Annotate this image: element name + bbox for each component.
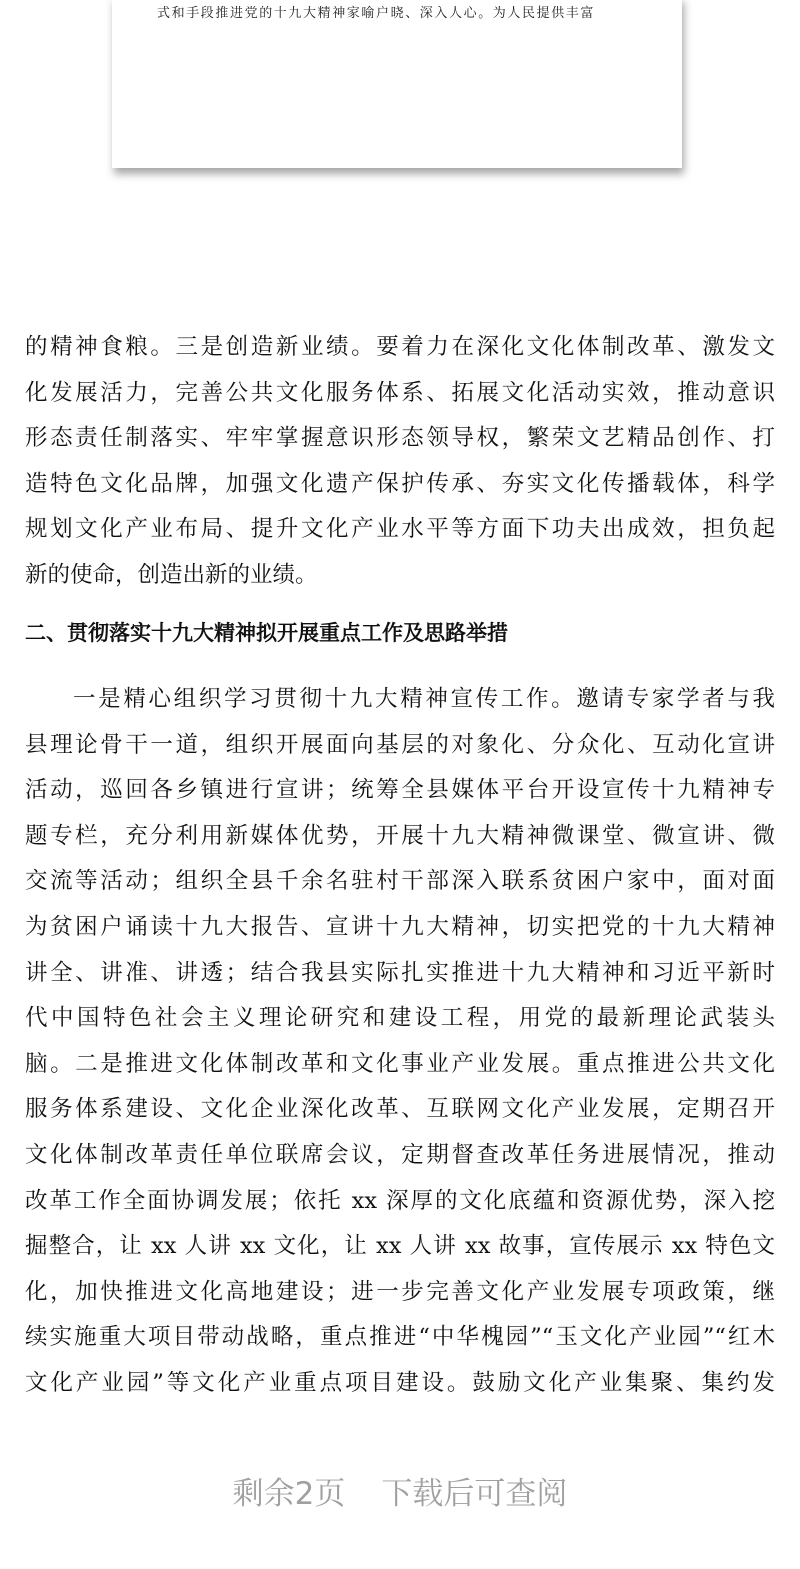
text-line: 一是精心组织学习贯彻十九大精神宣传工作。邀请专家学者与我 [73,686,775,712]
text-line: 题专栏，充分利用新媒体优势，开展十九大精神微课堂、微宣讲、微 [25,822,775,849]
text-line: 改革工作全面协调发展；依托 xx 深厚的文化底蕴和资源优势，深入挖 [25,1187,775,1214]
text-line: 文化产业园”等文化产业重点项目建设。鼓励文化产业集聚、集约发 [25,1369,775,1396]
text-line: 造特色文化品牌，加强文化遗产保护传承、夯实文化传播载体，科学 [25,470,775,497]
text-line: 掘整合，让 xx 人讲 xx 文化，让 xx 人讲 xx 故事，宣传展示 xx 特色文 [25,1233,775,1260]
text-line: 化发展活力，完善公共文化服务体系、拓展文化活动实效，推动意识 [25,379,775,406]
text-line: 续实施重大项目带动战略，重点推进“中华槐园”“玉文化产业园”“红木 [25,1324,775,1351]
text-line: 脑。二是推进文化体制改革和文化事业产业发展。重点推进公共文化 [25,1050,775,1077]
paragraph-1 [25,325,775,599]
text-line: 活动，巡回各乡镇进行宣讲；统筹全县媒体平台开设宣传十九精神专 [25,777,775,804]
text-line: 新的使命，创造出新的业绩。 [25,561,318,588]
text-line: 讲全、讲准、讲透；结合我县实际扎实推进十九大精神和习近平新时 [25,959,775,986]
text-line: 的精神食粮。三是创造新业绩。要着力在深化文化体制改革、激发文 [25,334,775,360]
section-heading: 二、贯彻落实十九大精神拟开展重点工作及思路举措 [25,621,508,645]
text-line: 化，加快推进文化高地建设；进一步完善文化产业发展专项政策，继 [25,1278,775,1305]
text-line: 文化体制改革责任单位联席会议，定期督查改革任务进展情况，推动 [25,1141,775,1168]
text-line: 代中国特色社会主义理论研究和建设工程，用党的最新理论武装头 [25,1005,775,1032]
preview-page-card [112,0,682,168]
text-line: 形态责任制落实、牢牢掌握意识形态领导权，繁荣文艺精品创作、打 [25,425,775,452]
text-line: 交流等活动；组织全县千余名驻村干部深入联系贫困户家中，面对面 [25,868,775,895]
text-line: 县理论骨干一道，组织开展面向基层的对象化、分众化、互动化宣讲 [25,731,775,758]
paragraph-2 [25,677,775,1407]
download-prompt[interactable] [0,1468,800,1513]
remaining-pages-text: 剩余2页 [232,1476,346,1512]
preview-text: 式和手段推进党的十九大精神家喻户晓、深入人心。为人民提供丰富 [157,6,596,21]
download-to-view-text[interactable]: 下载后可查阅 [381,1476,568,1512]
text-line: 规划文化产业布局、提升文化产业水平等方面下功夫出成效，担负起 [25,516,775,543]
text-line: 为贫困户诵读十九大报告、宣讲十九大精神，切实把党的十九大精神 [25,913,775,940]
text-line: 服务体系建设、文化企业深化改革、互联网文化产业发展，定期召开 [25,1096,775,1123]
